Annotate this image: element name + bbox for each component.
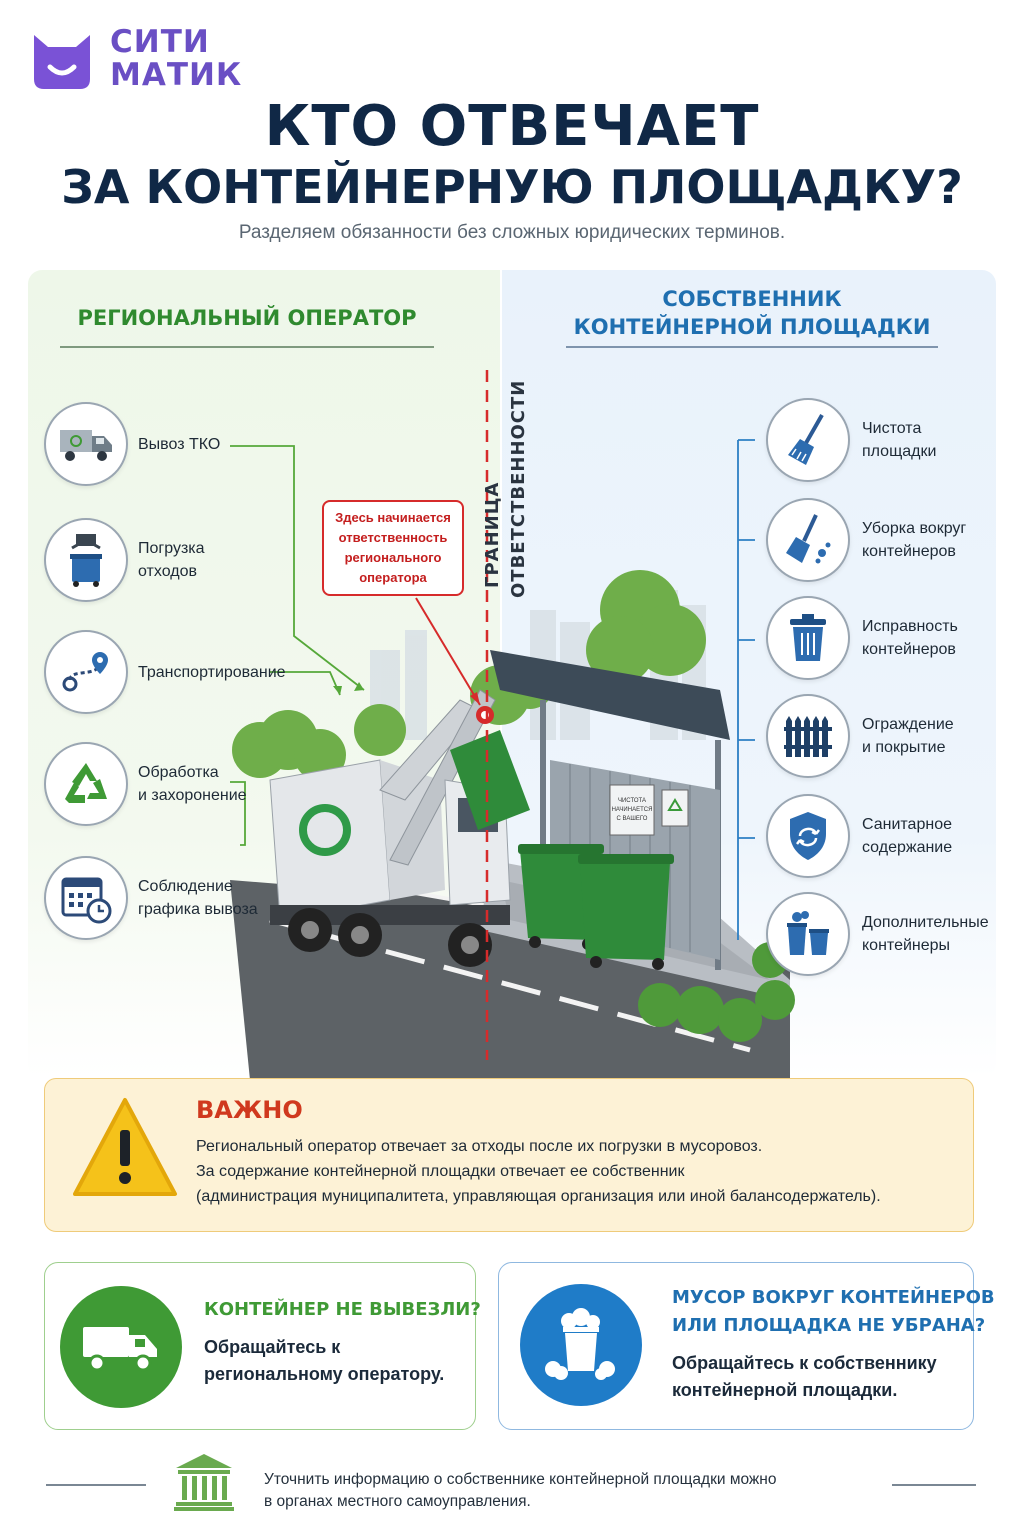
right-item-label: Уборка вокруг контейнеров bbox=[862, 520, 967, 560]
broom-icon bbox=[766, 398, 850, 482]
left-item-processing bbox=[44, 742, 247, 826]
recycle-icon bbox=[44, 742, 128, 826]
right-item-label: Санитарное содержание bbox=[862, 816, 953, 856]
border-label-line1: ГРАНИЦА bbox=[482, 481, 503, 588]
card-left-title: КОНТЕЙНЕР НЕ ВЫВЕЗЛИ? bbox=[204, 1299, 481, 1320]
left-item-label: Вывоз ТКО bbox=[138, 435, 221, 453]
right-item-label: Исправность контейнеров bbox=[862, 618, 958, 658]
trash-bin-icon bbox=[766, 596, 850, 680]
route-icon bbox=[44, 630, 128, 714]
right-item-extra-containers bbox=[766, 892, 989, 976]
footer-divider bbox=[892, 1484, 976, 1486]
container-loading-icon bbox=[44, 518, 128, 602]
owner-heading: СОБСТВЕННИК КОНТЕЙНЕРНОЙ ПЛОЩАДКИ bbox=[573, 287, 931, 339]
right-item-label: Дополнительные контейнеры bbox=[862, 914, 989, 954]
card-right-body: Обращайтесь к собственнику контейнерной площадки. bbox=[672, 1353, 937, 1400]
sweeping-icon bbox=[766, 498, 850, 582]
heading-divider bbox=[60, 346, 434, 348]
heading-divider bbox=[566, 346, 938, 348]
truck-icon bbox=[60, 1286, 182, 1408]
page-title-line2: ЗА КОНТЕЙНЕРНУЮ ПЛОЩАДКУ? bbox=[61, 160, 963, 214]
shield-icon bbox=[766, 794, 850, 878]
border-label-line2: ОТВЕТСТВЕННОСТИ bbox=[508, 379, 529, 598]
card-right-title: МУСОР ВОКРУГ КОНТЕЙНЕРОВ ИЛИ ПЛОЩАДКА НЕ УБРАНА? bbox=[672, 1287, 995, 1336]
right-item-label: Ограждение и покрытие bbox=[862, 716, 954, 756]
right-item-sanitary bbox=[766, 794, 952, 878]
sign-text-line2: НАЧИНАЕТСЯ bbox=[611, 807, 653, 813]
overflowing-bin-icon bbox=[520, 1284, 642, 1406]
page-title-line1: КТО ОТВЕЧАЕТ bbox=[264, 94, 760, 159]
regional-operator-heading: РЕГИОНАЛЬНЫЙ ОПЕРАТОР bbox=[77, 306, 417, 330]
left-item-transport bbox=[44, 630, 286, 714]
government-building-icon bbox=[172, 1452, 236, 1512]
right-item-label: Чистота площадки bbox=[862, 420, 937, 460]
footer-note: Уточнить информацию о собственнике контейнерной площадки можно в органах местного самоуправления. bbox=[264, 1471, 777, 1510]
extra-bins-icon bbox=[766, 892, 850, 976]
garbage-truck-icon bbox=[44, 402, 128, 486]
left-item-label: Соблюдение графика вывоза bbox=[138, 878, 258, 918]
logo bbox=[30, 26, 242, 92]
logo-cat-icon bbox=[30, 27, 94, 91]
sign-text-line3: С ВАШЕГО bbox=[616, 816, 648, 822]
left-item-label: Погрузка отходов bbox=[138, 540, 205, 580]
page-subtitle: Разделяем обязанности без сложных юридических терминов. bbox=[238, 222, 786, 243]
left-item-schedule bbox=[44, 856, 258, 940]
left-item-label: Обработка и захоронение bbox=[138, 764, 247, 804]
left-item-waste-removal bbox=[44, 402, 220, 486]
fence-icon bbox=[766, 694, 850, 778]
important-text-line1: Региональный оператор отвечает за отходы после их погрузки в мусоровоз. bbox=[196, 1138, 763, 1155]
right-item-cleanliness bbox=[766, 398, 936, 482]
important-text-line3: (администрация муниципалитета, управляющая организация или иной балансодержатель). bbox=[196, 1188, 881, 1205]
warning-icon bbox=[70, 1094, 180, 1204]
calendar-clock-icon bbox=[44, 856, 128, 940]
important-text-line2: За содержание контейнерной площадки отвечает ее собственник bbox=[196, 1163, 685, 1180]
right-item-fencing bbox=[766, 694, 954, 778]
footer-divider bbox=[46, 1484, 146, 1486]
important-title: ВАЖНО bbox=[196, 1096, 303, 1124]
left-item-label: Транспортирование bbox=[138, 663, 286, 681]
sign-text-line1: ЧИСТОТА bbox=[618, 798, 646, 804]
responsibility-start-callout: Здесь начинается ответственность регионального оператора bbox=[322, 500, 464, 596]
left-item-loading bbox=[44, 518, 205, 602]
right-item-container-condition bbox=[766, 596, 958, 680]
card-left-body: Обращайтесь к региональному оператору. bbox=[204, 1337, 445, 1384]
logo-text: СИТИ МАТИК bbox=[110, 24, 243, 93]
right-item-cleaning-around bbox=[766, 498, 966, 582]
responsibility-border-label bbox=[482, 378, 542, 598]
